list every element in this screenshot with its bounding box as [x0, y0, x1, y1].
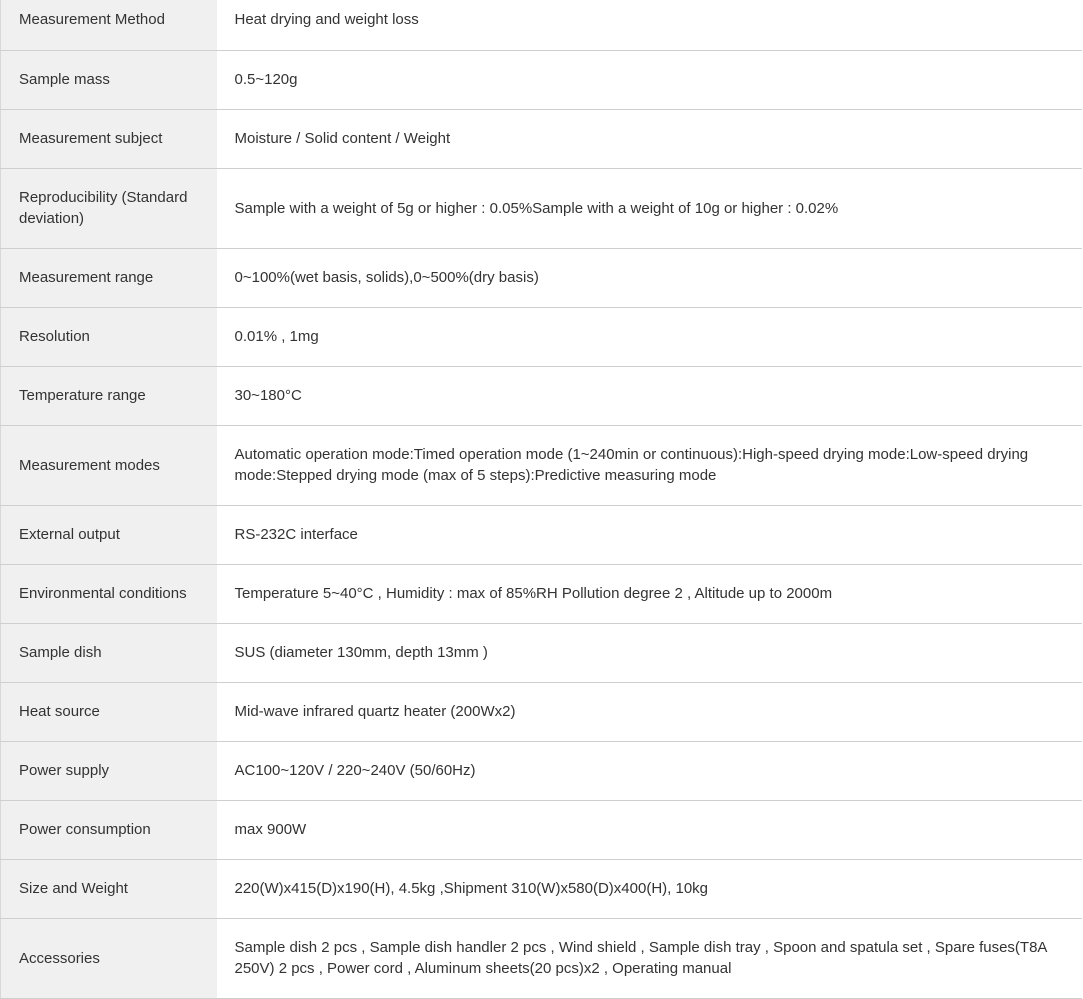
- spec-value: 30~180°C: [217, 366, 1082, 425]
- spec-value: Sample with a weight of 5g or higher : 0.05%Sample with a weight of 10g or higher : 0.02%: [217, 168, 1082, 248]
- spec-value: max 900W: [217, 800, 1082, 859]
- table-row: [1, 425, 1082, 505]
- table-row: [1, 50, 1082, 109]
- spec-label: Resolution: [1, 307, 217, 366]
- table-row: [1, 800, 1082, 859]
- table-row: [1, 682, 1082, 741]
- spec-value: 220(W)x415(D)x190(H), 4.5kg ,Shipment 310(W)x580(D)x400(H), 10kg: [217, 859, 1082, 918]
- spec-label: Size and Weight: [1, 859, 217, 918]
- spec-value: AC100~120V / 220~240V (50/60Hz): [217, 741, 1082, 800]
- spec-label: Measurement subject: [1, 109, 217, 168]
- spec-label: Sample dish: [1, 623, 217, 682]
- spec-label: Power consumption: [1, 800, 217, 859]
- table-row: [1, 109, 1082, 168]
- spec-label: Power supply: [1, 741, 217, 800]
- spec-label: Measurement range: [1, 248, 217, 307]
- spec-label: Sample mass: [1, 50, 217, 109]
- spec-value: Moisture / Solid content / Weight: [217, 109, 1082, 168]
- spec-value: SUS (diameter 130mm, depth 13mm ): [217, 623, 1082, 682]
- spec-value: 0.5~120g: [217, 50, 1082, 109]
- table-row: [1, 505, 1082, 564]
- spec-value: Heat drying and weight loss: [217, 0, 1082, 50]
- spec-value: Automatic operation mode:Timed operation mode (1~240min or continuous):High-speed drying mode:Low-speed drying mode:Stepped drying mode (max of 5 steps):Predictive measuring mode: [217, 425, 1082, 505]
- table-row: [1, 918, 1082, 998]
- table-row: [1, 307, 1082, 366]
- spec-value: 0~100%(wet basis, solids),0~500%(dry basis): [217, 248, 1082, 307]
- table-row: [1, 741, 1082, 800]
- table-row: [1, 248, 1082, 307]
- spec-label: Measurement Method: [1, 0, 217, 50]
- spec-label: Measurement modes: [1, 425, 217, 505]
- table-row: [1, 366, 1082, 425]
- spec-value: Mid-wave infrared quartz heater (200Wx2): [217, 682, 1082, 741]
- spec-label: Temperature range: [1, 366, 217, 425]
- table-row: [1, 623, 1082, 682]
- spec-label: Reproducibility (Standard deviation): [1, 168, 217, 248]
- spec-label: External output: [1, 505, 217, 564]
- spec-label: Heat source: [1, 682, 217, 741]
- table-row: [1, 859, 1082, 918]
- spec-value: RS-232C interface: [217, 505, 1082, 564]
- spec-value: 0.01% , 1mg: [217, 307, 1082, 366]
- table-row: [1, 168, 1082, 248]
- spec-value: Temperature 5~40°C , Humidity : max of 85%RH Pollution degree 2 , Altitude up to 2000m: [217, 564, 1082, 623]
- spec-label: Accessories: [1, 918, 217, 998]
- table-row: [1, 0, 1082, 50]
- spec-value: Sample dish 2 pcs , Sample dish handler 2 pcs , Wind shield , Sample dish tray , Spoon and spatula set , Spare fuses(T8A 250V) 2 pcs , Power cord , Aluminum sheets(20 pcs)x2 , Operating manual: [217, 918, 1082, 998]
- table-row: [1, 564, 1082, 623]
- spec-label: Environmental conditions: [1, 564, 217, 623]
